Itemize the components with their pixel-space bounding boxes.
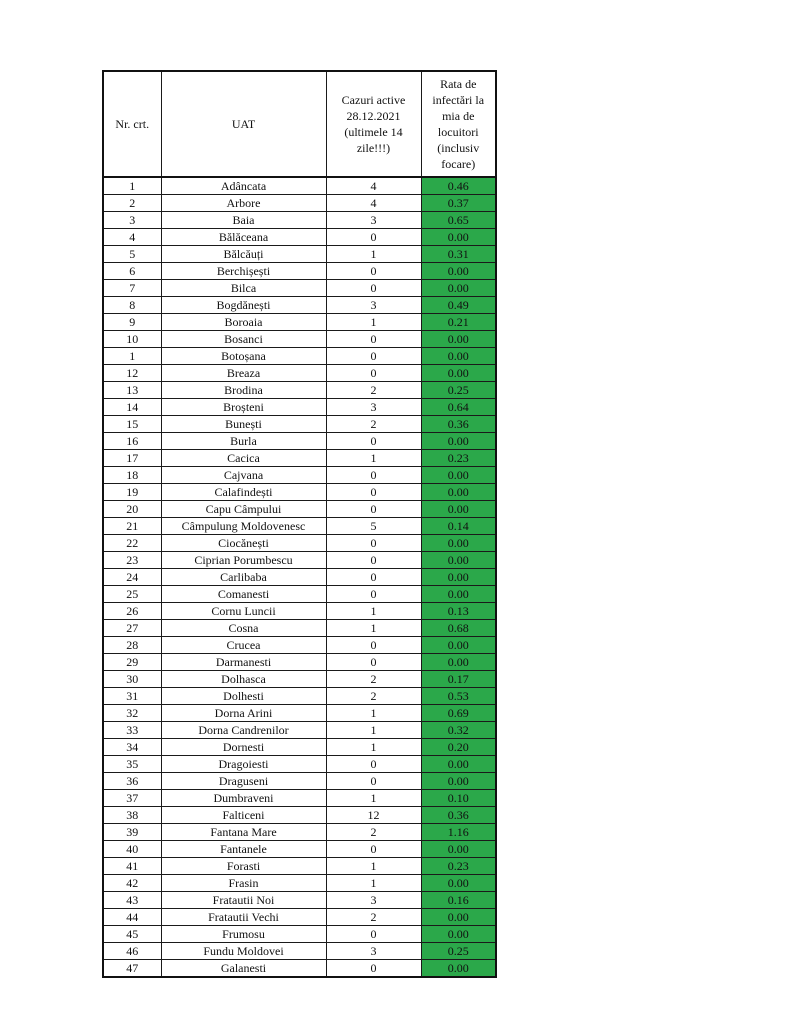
uat-cell: Dragoiesti [161, 756, 326, 773]
active-cases-cell: 0 [326, 365, 421, 382]
uat-cell: Fundu Moldovei [161, 943, 326, 960]
infection-rate-cell: 0.37 [421, 195, 496, 212]
nr-cell: 45 [103, 926, 161, 943]
nr-cell: 38 [103, 807, 161, 824]
active-cases-cell: 0 [326, 756, 421, 773]
infection-rate-cell: 0.20 [421, 739, 496, 756]
header-uat: UAT [161, 71, 326, 177]
nr-cell: 23 [103, 552, 161, 569]
infection-rate-cell: 0.16 [421, 892, 496, 909]
active-cases-cell: 0 [326, 229, 421, 246]
uat-cell: Crucea [161, 637, 326, 654]
table-row [103, 518, 496, 535]
infection-rate-cell: 0.00 [421, 875, 496, 892]
table-row [103, 756, 496, 773]
uat-cell: Bălcăuți [161, 246, 326, 263]
active-cases-cell: 2 [326, 824, 421, 841]
table-row [103, 671, 496, 688]
nr-cell: 41 [103, 858, 161, 875]
active-cases-cell: 0 [326, 433, 421, 450]
nr-cell: 9 [103, 314, 161, 331]
nr-cell: 44 [103, 909, 161, 926]
infection-rate-cell: 0.00 [421, 348, 496, 365]
nr-cell: 1 [103, 348, 161, 365]
nr-cell: 5 [103, 246, 161, 263]
table-row [103, 943, 496, 960]
active-cases-cell: 0 [326, 535, 421, 552]
table-row [103, 348, 496, 365]
nr-cell: 1 [103, 177, 161, 195]
infection-rate-cell: 0.00 [421, 467, 496, 484]
active-cases-cell: 0 [326, 926, 421, 943]
table-row [103, 637, 496, 654]
active-cases-cell: 1 [326, 314, 421, 331]
table-row [103, 212, 496, 229]
uat-cell: Dolhasca [161, 671, 326, 688]
table-row [103, 603, 496, 620]
nr-cell: 26 [103, 603, 161, 620]
nr-cell: 31 [103, 688, 161, 705]
table-body [103, 177, 496, 977]
table-row [103, 484, 496, 501]
nr-cell: 10 [103, 331, 161, 348]
infection-rate-cell: 0.32 [421, 722, 496, 739]
nr-cell: 14 [103, 399, 161, 416]
nr-cell: 40 [103, 841, 161, 858]
active-cases-cell: 2 [326, 688, 421, 705]
uat-cell: Ciprian Porumbescu [161, 552, 326, 569]
uat-cell: Frumosu [161, 926, 326, 943]
uat-cell: Capu Câmpului [161, 501, 326, 518]
active-cases-cell: 1 [326, 246, 421, 263]
nr-cell: 18 [103, 467, 161, 484]
table-row [103, 399, 496, 416]
active-cases-cell: 0 [326, 348, 421, 365]
table-row [103, 773, 496, 790]
active-cases-cell: 2 [326, 382, 421, 399]
uat-cell: Dolhesti [161, 688, 326, 705]
infection-rate-cell: 0.00 [421, 331, 496, 348]
active-cases-cell: 0 [326, 841, 421, 858]
uat-cell: Falticeni [161, 807, 326, 824]
infection-rate-cell: 0.36 [421, 807, 496, 824]
uat-cell: Dorna Candrenilor [161, 722, 326, 739]
infection-rate-cell: 0.23 [421, 450, 496, 467]
table-row [103, 620, 496, 637]
table-row [103, 280, 496, 297]
active-cases-cell: 1 [326, 875, 421, 892]
uat-cell: Bilca [161, 280, 326, 297]
table-row [103, 450, 496, 467]
table-row [103, 229, 496, 246]
table-row [103, 909, 496, 926]
uat-cell: Draguseni [161, 773, 326, 790]
uat-cell: Forasti [161, 858, 326, 875]
active-cases-cell: 0 [326, 637, 421, 654]
table-row [103, 535, 496, 552]
uat-cell: Dorna Arini [161, 705, 326, 722]
infection-rate-cell: 0.64 [421, 399, 496, 416]
nr-cell: 28 [103, 637, 161, 654]
nr-cell: 2 [103, 195, 161, 212]
infection-rate-cell: 0.53 [421, 688, 496, 705]
table-row [103, 433, 496, 450]
nr-cell: 12 [103, 365, 161, 382]
nr-cell: 29 [103, 654, 161, 671]
table-row [103, 177, 496, 195]
uat-cell: Bălăceana [161, 229, 326, 246]
table-row [103, 926, 496, 943]
uat-cell: Boroaia [161, 314, 326, 331]
table-row [103, 501, 496, 518]
active-cases-cell: 1 [326, 450, 421, 467]
active-cases-cell: 0 [326, 280, 421, 297]
nr-cell: 35 [103, 756, 161, 773]
nr-cell: 36 [103, 773, 161, 790]
uat-cell: Botoșana [161, 348, 326, 365]
active-cases-cell: 2 [326, 671, 421, 688]
nr-cell: 27 [103, 620, 161, 637]
active-cases-cell: 5 [326, 518, 421, 535]
uat-cell: Fantana Mare [161, 824, 326, 841]
infection-rate-cell: 0.00 [421, 365, 496, 382]
infection-rate-table [102, 70, 497, 978]
uat-cell: Cornu Luncii [161, 603, 326, 620]
uat-cell: Fratautii Vechi [161, 909, 326, 926]
nr-cell: 34 [103, 739, 161, 756]
active-cases-cell: 1 [326, 705, 421, 722]
infection-rate-cell: 0.00 [421, 756, 496, 773]
uat-cell: Calafindești [161, 484, 326, 501]
active-cases-cell: 0 [326, 263, 421, 280]
active-cases-cell: 1 [326, 620, 421, 637]
active-cases-cell: 0 [326, 654, 421, 671]
table-row [103, 195, 496, 212]
active-cases-cell: 4 [326, 177, 421, 195]
uat-cell: Burla [161, 433, 326, 450]
nr-cell: 20 [103, 501, 161, 518]
active-cases-cell: 0 [326, 552, 421, 569]
nr-cell: 17 [103, 450, 161, 467]
infection-rate-cell: 0.65 [421, 212, 496, 229]
uat-cell: Frasin [161, 875, 326, 892]
uat-cell: Broșteni [161, 399, 326, 416]
table-row [103, 858, 496, 875]
uat-cell: Breaza [161, 365, 326, 382]
uat-cell: Cacica [161, 450, 326, 467]
active-cases-cell: 3 [326, 892, 421, 909]
infection-rate-cell: 1.16 [421, 824, 496, 841]
uat-cell: Dornesti [161, 739, 326, 756]
table-row [103, 875, 496, 892]
table-row [103, 365, 496, 382]
nr-cell: 39 [103, 824, 161, 841]
infection-rate-cell: 0.25 [421, 382, 496, 399]
infection-rate-cell: 0.25 [421, 943, 496, 960]
infection-rate-cell: 0.31 [421, 246, 496, 263]
uat-cell: Câmpulung Moldovenesc [161, 518, 326, 535]
table-row [103, 416, 496, 433]
table-row [103, 739, 496, 756]
nr-cell: 25 [103, 586, 161, 603]
table-row [103, 841, 496, 858]
infection-rate-cell: 0.13 [421, 603, 496, 620]
uat-cell: Darmanesti [161, 654, 326, 671]
infection-rate-cell: 0.10 [421, 790, 496, 807]
nr-cell: 37 [103, 790, 161, 807]
infection-rate-cell: 0.69 [421, 705, 496, 722]
nr-cell: 33 [103, 722, 161, 739]
infection-rate-cell: 0.00 [421, 569, 496, 586]
table-row [103, 552, 496, 569]
infection-rate-cell: 0.46 [421, 177, 496, 195]
nr-cell: 42 [103, 875, 161, 892]
infection-rate-cell: 0.00 [421, 433, 496, 450]
active-cases-cell: 0 [326, 773, 421, 790]
infection-rate-cell: 0.00 [421, 960, 496, 978]
table-row [103, 705, 496, 722]
infection-rate-cell: 0.00 [421, 926, 496, 943]
infection-rate-cell: 0.17 [421, 671, 496, 688]
infection-rate-cell: 0.23 [421, 858, 496, 875]
uat-cell: Cajvana [161, 467, 326, 484]
active-cases-cell: 1 [326, 739, 421, 756]
active-cases-cell: 2 [326, 416, 421, 433]
infection-rate-cell: 0.00 [421, 654, 496, 671]
table-row [103, 824, 496, 841]
infection-rate-cell: 0.21 [421, 314, 496, 331]
nr-cell: 24 [103, 569, 161, 586]
active-cases-cell: 0 [326, 960, 421, 978]
table-row [103, 722, 496, 739]
active-cases-cell: 1 [326, 858, 421, 875]
uat-cell: Bogdănești [161, 297, 326, 314]
nr-cell: 8 [103, 297, 161, 314]
nr-cell: 30 [103, 671, 161, 688]
table-row [103, 297, 496, 314]
nr-cell: 3 [103, 212, 161, 229]
uat-cell: Bosanci [161, 331, 326, 348]
uat-cell: Adâncata [161, 177, 326, 195]
uat-cell: Galanesti [161, 960, 326, 978]
infection-rate-cell: 0.36 [421, 416, 496, 433]
uat-cell: Dumbraveni [161, 790, 326, 807]
infection-rate-cell: 0.00 [421, 637, 496, 654]
table-row [103, 569, 496, 586]
uat-cell: Fratautii Noi [161, 892, 326, 909]
nr-cell: 47 [103, 960, 161, 978]
nr-cell: 6 [103, 263, 161, 280]
table-row [103, 246, 496, 263]
nr-cell: 7 [103, 280, 161, 297]
active-cases-cell: 1 [326, 722, 421, 739]
active-cases-cell: 0 [326, 467, 421, 484]
uat-cell: Baia [161, 212, 326, 229]
active-cases-cell: 0 [326, 484, 421, 501]
active-cases-cell: 3 [326, 297, 421, 314]
table-row [103, 960, 496, 978]
table-header [103, 71, 496, 177]
infection-rate-cell: 0.00 [421, 586, 496, 603]
nr-cell: 4 [103, 229, 161, 246]
active-cases-cell: 3 [326, 943, 421, 960]
infection-rate-cell: 0.00 [421, 263, 496, 280]
nr-cell: 43 [103, 892, 161, 909]
active-cases-cell: 0 [326, 331, 421, 348]
uat-cell: Ciocănești [161, 535, 326, 552]
active-cases-cell: 12 [326, 807, 421, 824]
table-row [103, 586, 496, 603]
infection-rate-cell: 0.14 [421, 518, 496, 535]
active-cases-cell: 1 [326, 603, 421, 620]
nr-cell: 13 [103, 382, 161, 399]
active-cases-cell: 3 [326, 399, 421, 416]
table-row [103, 263, 496, 280]
table-row [103, 654, 496, 671]
uat-cell: Carlibaba [161, 569, 326, 586]
active-cases-cell: 0 [326, 501, 421, 518]
nr-cell: 32 [103, 705, 161, 722]
infection-rate-cell: 0.00 [421, 280, 496, 297]
header-nr: Nr. crt. [103, 71, 161, 177]
infection-rate-cell: 0.00 [421, 501, 496, 518]
active-cases-cell: 0 [326, 569, 421, 586]
active-cases-cell: 2 [326, 909, 421, 926]
active-cases-cell: 0 [326, 586, 421, 603]
table-row [103, 807, 496, 824]
active-cases-cell: 1 [326, 790, 421, 807]
uat-cell: Arbore [161, 195, 326, 212]
table-row [103, 688, 496, 705]
header-row [103, 71, 496, 177]
header-infection-rate: Rata de infectări la mia de locuitori (inclusiv focare) [421, 71, 496, 177]
table-row [103, 467, 496, 484]
active-cases-cell: 4 [326, 195, 421, 212]
uat-cell: Brodina [161, 382, 326, 399]
infection-rate-cell: 0.00 [421, 229, 496, 246]
infection-rate-cell: 0.00 [421, 909, 496, 926]
uat-cell: Bunești [161, 416, 326, 433]
nr-cell: 19 [103, 484, 161, 501]
uat-cell: Cosna [161, 620, 326, 637]
table-row [103, 790, 496, 807]
nr-cell: 22 [103, 535, 161, 552]
infection-rate-cell: 0.00 [421, 552, 496, 569]
table-row [103, 382, 496, 399]
header-active-cases: Cazuri active 28.12.2021 (ultimele 14 zile!!!) [326, 71, 421, 177]
nr-cell: 15 [103, 416, 161, 433]
table-row [103, 892, 496, 909]
uat-cell: Berchișești [161, 263, 326, 280]
uat-cell: Comanesti [161, 586, 326, 603]
infection-rate-cell: 0.00 [421, 484, 496, 501]
infection-rate-cell: 0.00 [421, 535, 496, 552]
nr-cell: 21 [103, 518, 161, 535]
infection-rate-cell: 0.00 [421, 773, 496, 790]
infection-rate-cell: 0.00 [421, 841, 496, 858]
nr-cell: 16 [103, 433, 161, 450]
infection-rate-cell: 0.49 [421, 297, 496, 314]
active-cases-cell: 3 [326, 212, 421, 229]
table-row [103, 331, 496, 348]
infection-rate-cell: 0.68 [421, 620, 496, 637]
uat-cell: Fantanele [161, 841, 326, 858]
nr-cell: 46 [103, 943, 161, 960]
table-row [103, 314, 496, 331]
